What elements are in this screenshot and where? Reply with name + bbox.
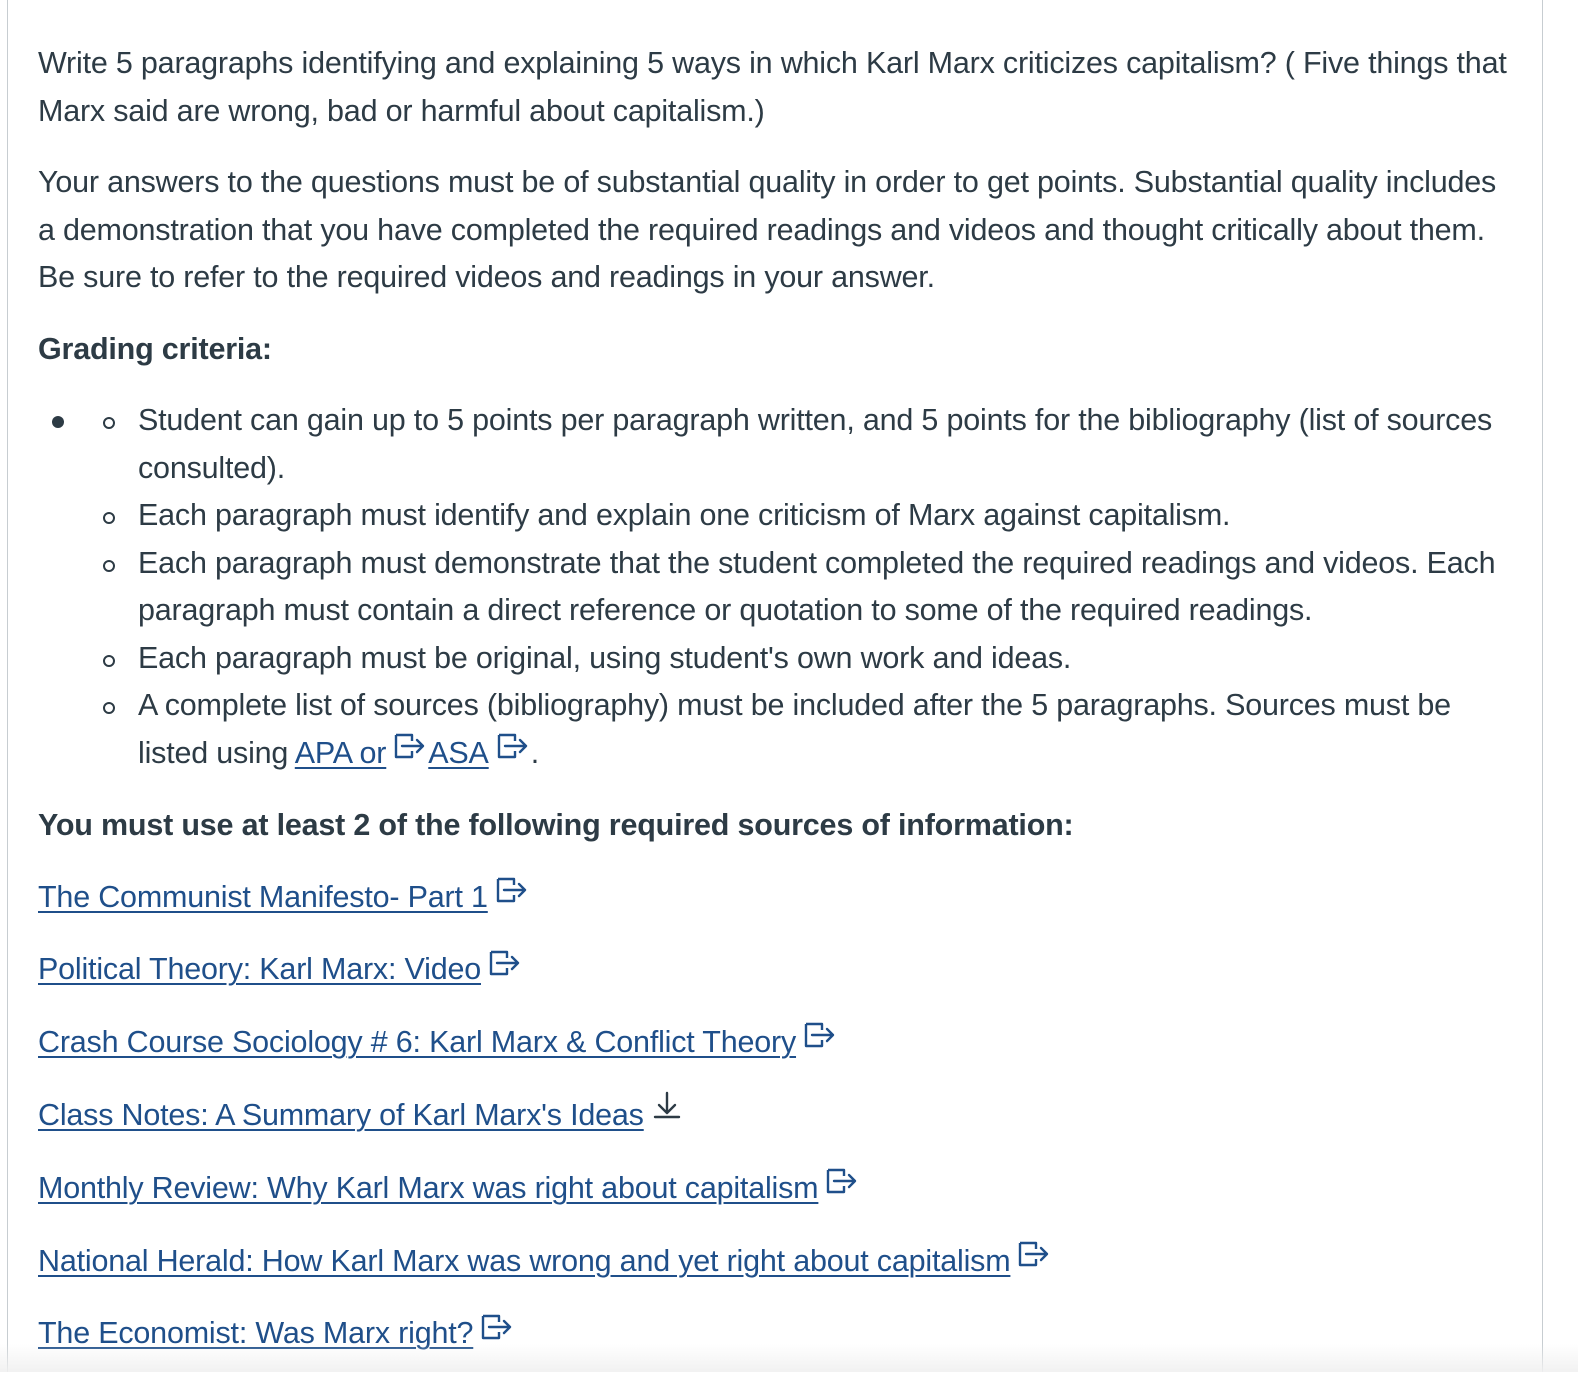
- grading-heading: Grading criteria:: [38, 326, 1518, 374]
- download-icon[interactable]: [650, 1089, 684, 1138]
- source-link[interactable]: National Herald: How Karl Marx was wrong and yet right about capitalism: [38, 1244, 1010, 1278]
- source-link[interactable]: The Communist Manifesto- Part 1: [38, 880, 488, 914]
- external-link-icon[interactable]: [479, 1309, 515, 1357]
- external-link-icon[interactable]: [487, 945, 523, 993]
- source-link[interactable]: Crash Course Sociology # 6: Karl Marx & Conflict Theory: [38, 1025, 796, 1059]
- grading-criteria-list: [38, 397, 1518, 778]
- source-links: [38, 874, 1518, 1359]
- assignment-description: [38, 40, 1518, 1383]
- external-link-icon[interactable]: [495, 728, 531, 776]
- source-link-row: [38, 1019, 1518, 1068]
- circle-bullet-icon: [103, 560, 115, 572]
- source-link-row: [38, 1238, 1518, 1287]
- criteria-item: Each paragraph must demonstrate that the student completed the required readings and videos. Each paragraph must contain a direct reference or quotation to some of the required readings.: [138, 540, 1518, 635]
- source-link[interactable]: Political Theory: Karl Marx: Video: [38, 952, 481, 986]
- circle-bullet-icon: [103, 417, 115, 429]
- sources-heading: You must use at least 2 of the following required sources of information:: [38, 802, 1518, 850]
- external-link-icon[interactable]: [802, 1017, 838, 1065]
- quality-note: Your answers to the questions must be of substantial quality in order to get points. Substantial quality includes a demonstration that you have completed the required readings and videos and thought critically about them. Be sure to refer to the required videos and readings in your answer.: [38, 159, 1518, 302]
- external-link-icon[interactable]: [392, 728, 428, 776]
- source-link-row: [38, 874, 1518, 923]
- criteria-item: Each paragraph must identify and explain one criticism of Marx against capitalism.: [138, 492, 1518, 540]
- criteria-item: Each paragraph must be original, using student's own work and ideas.: [138, 635, 1518, 683]
- question-prompt: Write 5 paragraphs identifying and explaining 5 ways in which Karl Marx criticizes capitalism? ( Five things that Marx said are wrong, bad or harmful about capitalism.): [38, 40, 1518, 135]
- circle-bullet-icon: [103, 655, 115, 667]
- source-link[interactable]: Monthly Review: Why Karl Marx was right about capitalism: [38, 1171, 818, 1205]
- source-link-row: [38, 1165, 1518, 1214]
- criteria-item-bibliography: A complete list of sources (bibliography) must be included after the 5 paragraphs. Sources must be listed using APA or ASA .: [138, 682, 1518, 778]
- circle-bullet-icon: [103, 702, 115, 714]
- apa-link[interactable]: APA or: [295, 736, 386, 770]
- grading-criteria-sublist: [38, 397, 1518, 778]
- criteria-item: Student can gain up to 5 points per paragraph written, and 5 points for the bibliography (list of sources consulted).: [138, 397, 1518, 492]
- external-link-icon[interactable]: [494, 872, 530, 920]
- source-link[interactable]: The Economist: Was Marx right?: [38, 1316, 473, 1350]
- bullet-icon: [52, 416, 64, 428]
- source-link-row: [38, 946, 1518, 995]
- external-link-icon[interactable]: [1016, 1236, 1052, 1284]
- source-link-row: [38, 1310, 1518, 1359]
- source-link-row: [38, 1092, 1518, 1141]
- source-link[interactable]: Class Notes: A Summary of Karl Marx's Ideas: [38, 1098, 644, 1132]
- external-link-icon[interactable]: [824, 1163, 860, 1211]
- circle-bullet-icon: [103, 512, 115, 524]
- asa-link[interactable]: ASA: [428, 736, 488, 770]
